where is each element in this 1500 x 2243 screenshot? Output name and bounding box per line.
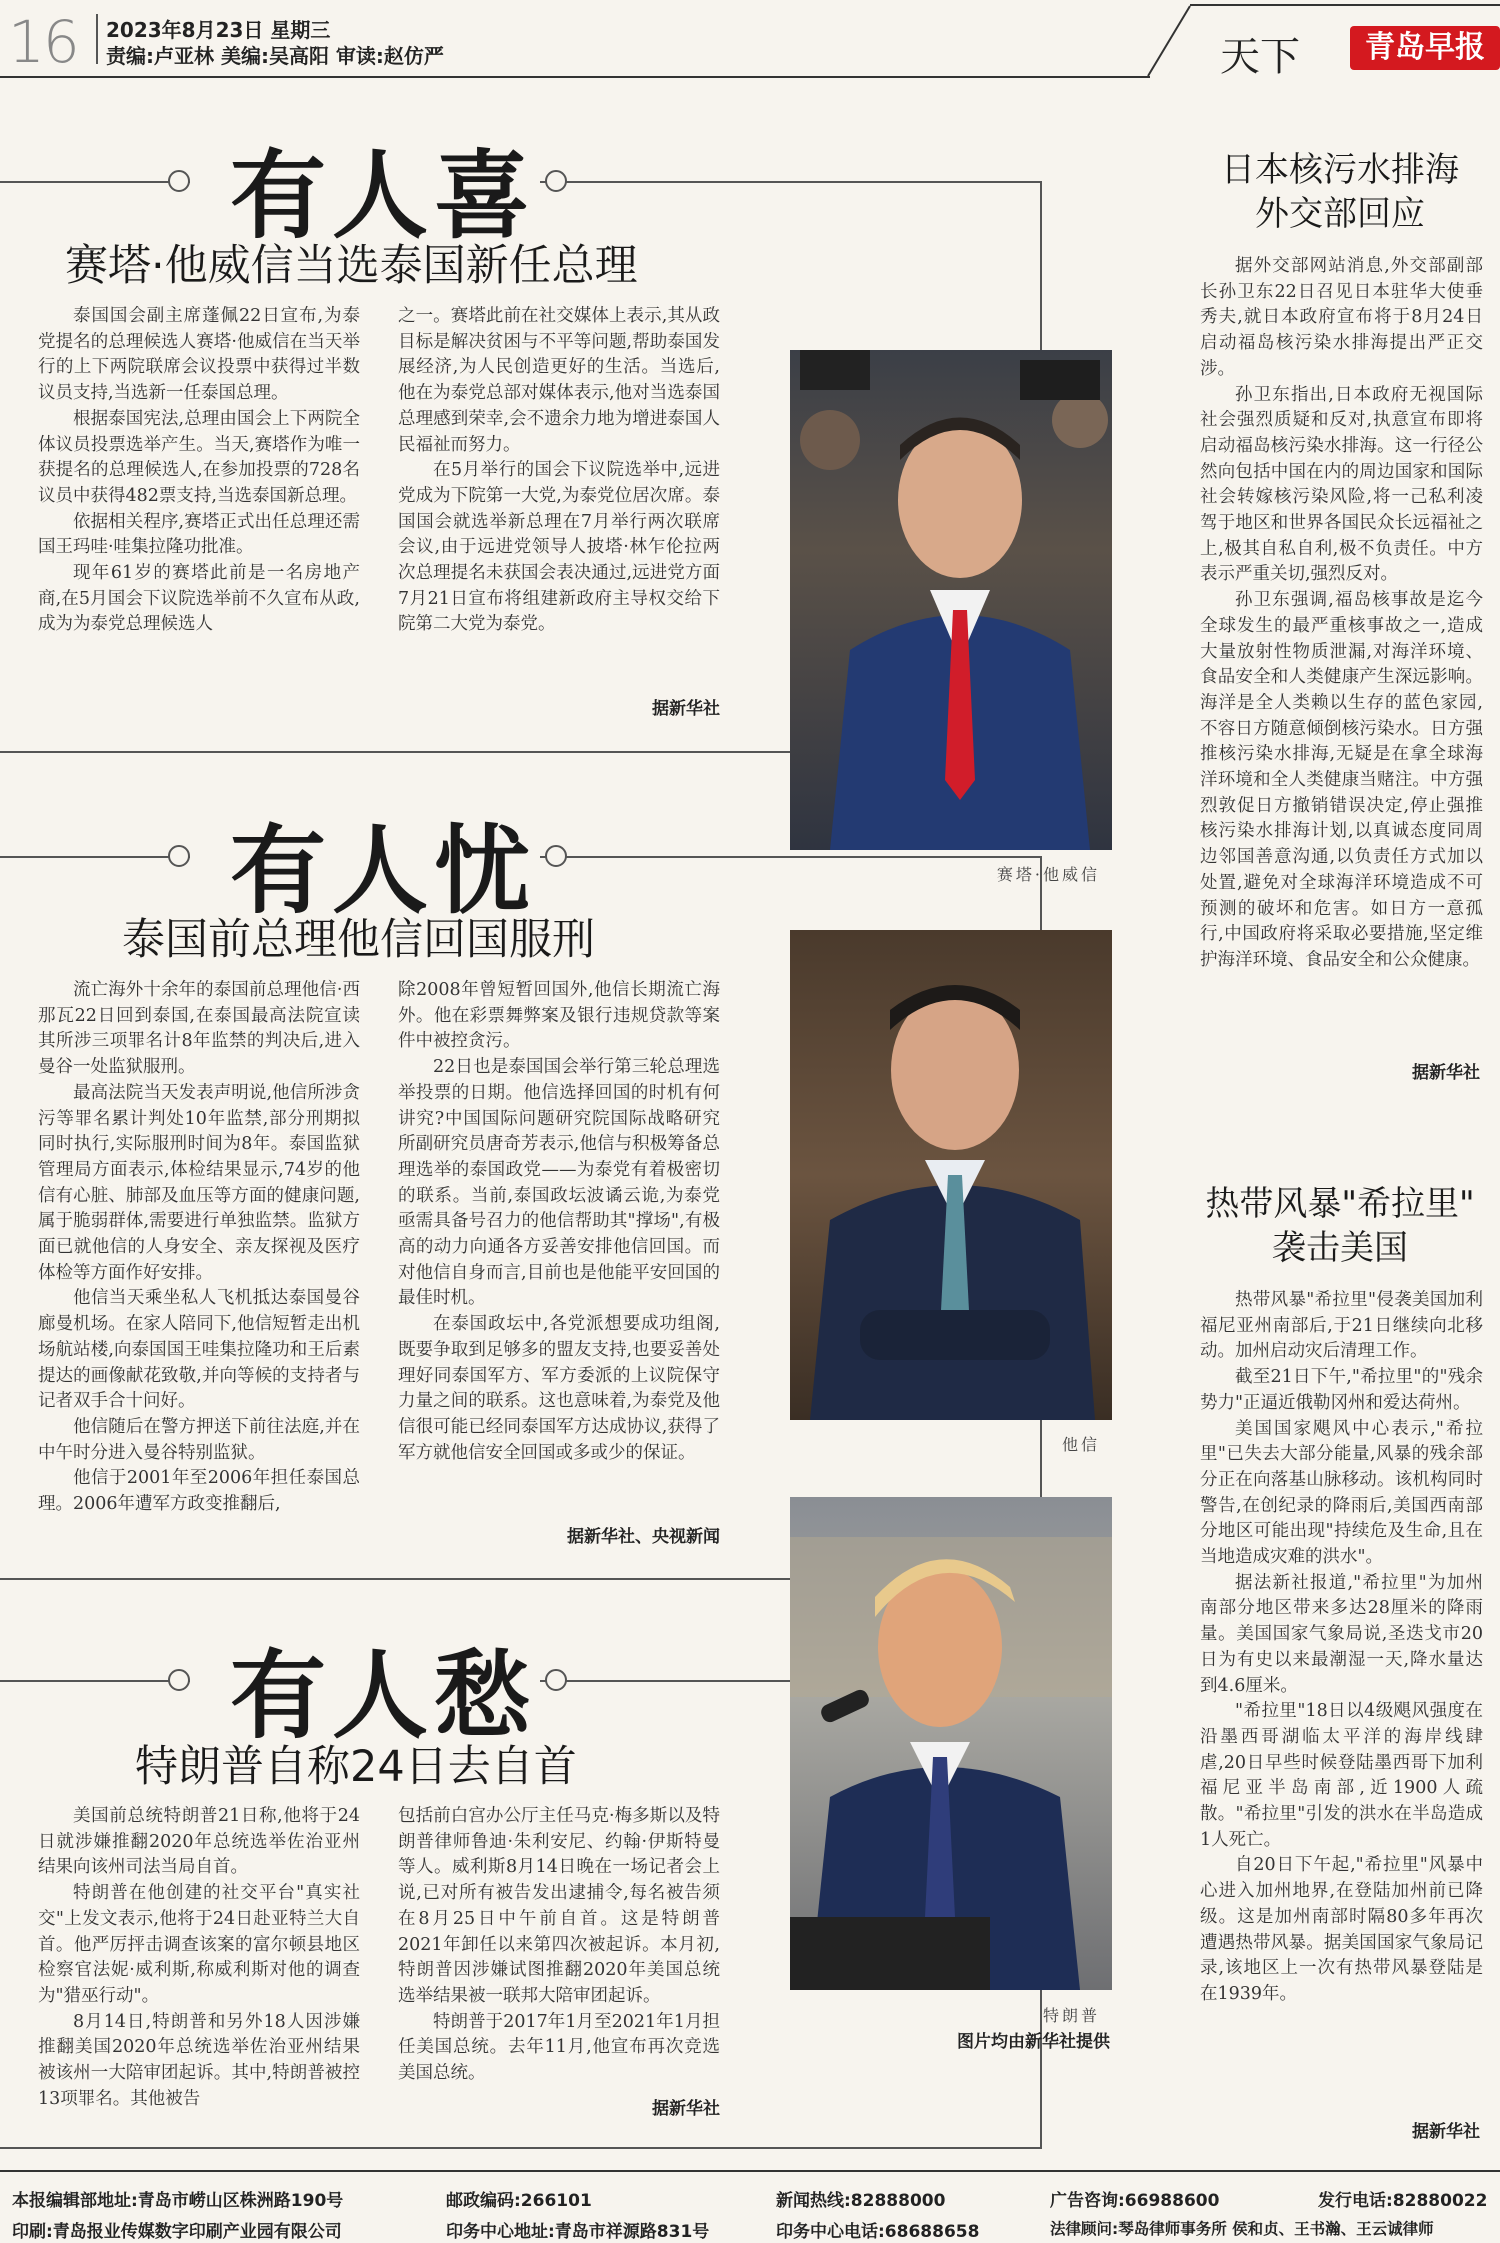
paragraph: 最高法院当天发表声明说,他信所涉贪污等罪名累计判处10年监禁,部分刑期拟同时执行,实际服刑时间为8年。泰国监狱管理局方面表示,体检结果显示,74岁的他信有心脏、肺部及血压等方面的健康问题,属于脆弱群体,需要进行单独监禁。监狱方面已就他信的人身安全、亲友探视及医疗体检等方面作好安排。 [38, 1082, 360, 1283]
sidebar1-body [1200, 254, 1483, 974]
paragraph: 之一。赛塔此前在社交媒体上表示,其从政目标是解决贫困与不平等问题,帮助泰国发展经济,为人民创造更好的生活。当选后,他在为泰党总部对媒体表示,他对当选泰国总理感到荣幸,会不遗余力地为增进泰国人民福祉而努力。 [398, 306, 720, 455]
portrait-illustration [790, 350, 1112, 850]
article1-circle-left [168, 170, 190, 192]
footer-print-phone: 印务中心电话:68688658 [776, 2222, 980, 2242]
photo-trump [790, 1497, 1112, 1990]
photo-credit: 图片均由新华社提供 [957, 2032, 1110, 2052]
paragraph: 美国前总统特朗普21日称,他将于24日就涉嫌推翻2020年总统选举佐治亚州结果向该州司法当局自首。 [38, 1806, 360, 1878]
footer-printer: 印刷:青岛报业传媒数字印刷产业园有限公司 [12, 2222, 342, 2242]
section-slash [1140, 4, 1200, 78]
sidebar2-title-line2: 袭击美国 [1272, 1228, 1408, 1268]
photo-srettha [790, 350, 1112, 850]
sidebar2-source: 据新华社 [1412, 2122, 1480, 2142]
paragraph: 他信当天乘坐私人飞机抵达泰国曼谷廊曼机场。在家人陪同下,他信短暂走出机场航站楼,向泰国国王哇集拉隆功和王后素提达的画像献花致敬,并向等候的支持者与记者双手合十问好。 [38, 1288, 360, 1412]
article1-col2 [398, 304, 720, 638]
paragraph: 在泰国政坛中,各党派想要成功组阁,既要争取到足够多的盟友支持,也要妥善处理好同泰国军方、军方委派的上议院保守力量之间的联系。这也意味着,为泰党及他信很可能已经同泰国军方达成协议,获得了军方就他信安全回国或多或少的保证。 [398, 1314, 720, 1463]
paragraph: 孙卫东强调,福岛核事故是迄今全球发生的最严重核事故之一,造成大量放射性物质泄漏,对海洋环境、食品安全和人类健康产生深远影响。海洋是全人类赖以生存的蓝色家园,不容日方随意倾倒核污染水。日方强推核污染水排海,无疑是在拿全球海洋环境和全人类健康当赌注。中方强烈敦促日方撤销错误决定,停止强推核污染水排海计划,以真诚态度同周边邻国善意沟通,以负责任方式加以处置,避免对全球海洋环境造成不可预测的破坏和危害。如日方一意孤行,中国政府将采取必要措施,坚定维护海洋环境、食品安全和公众健康。 [1200, 590, 1483, 970]
paragraph: 8月14日,特朗普和另外18人因涉嫌推翻美国2020年总统选举佐治亚州结果被该州一大陪审团起诉。其中,特朗普被控13项罪名。其他被告 [38, 2011, 360, 2109]
portrait-illustration [790, 1497, 1112, 1990]
article2-circle-right [545, 845, 567, 867]
sidebar1-title-line1: 日本核污水排海 [1221, 150, 1459, 190]
header-divider [96, 14, 98, 64]
photo2-caption: 他信 [1061, 1435, 1100, 1454]
section-title: 天下 [1220, 34, 1300, 80]
paragraph: 在5月举行的国会下议院选举中,远进党成为下院第一大党,为泰党位居次席。泰国国会就选举新总理在7月举行两次联席会议,由于远进党领导人披塔·林乍伦拉两次总理提名未获国会表决通过,远进党方面7月21日宣布将组建新政府主导权交给下院第二大党为泰党。 [398, 460, 720, 635]
paragraph: 截至21日下午,"希拉里"的"残余势力"正逼近俄勒冈州和爱达荷州。 [1200, 1367, 1483, 1413]
paragraph: 据外交部网站消息,外交部副部长孙卫东22日召见日本驻华大使垂秀夫,就日本政府宣布将于8月24日启动福岛核污染水排海提出严正交涉。 [1200, 256, 1483, 379]
sidebar1-title [1180, 148, 1500, 236]
paragraph: 他信随后在警方押送下前往法庭,并在中午时分进入曼谷特别监狱。 [38, 1416, 360, 1463]
sidebar2-body [1200, 1288, 1483, 2008]
paragraph: 包括前白宫办公厅主任马克·梅多斯以及特朗普律师鲁迪·朱利安尼、约翰·伊斯特曼等人。威利斯8月14日晚在一场记者会上说,已对所有被告发出逮捕令,每名被告须在8月25日中午前自首。这是特朗普2021年卸任以来第四次被起诉。本月初,特朗普因涉嫌试图推翻2020年美国总统选举结果被一联邦大陪审团起诉。 [398, 1806, 720, 2006]
article1-headline: 有人喜 [230, 139, 536, 252]
paragraph: 22日也是泰国国会举行第三轮总理选举投票的日期。他信选择回国的时机有何讲究?中国国际问题研究院国际战略研究所副研究员唐奇芳表示,他信与积极筹备总理选举的泰国政党——为泰党有着极密切的联系。当前,泰国政坛波谲云诡,为泰党亟需具备号召力的他信帮助其"撑场",有极高的动力向通各方妥善安排他信回国。而对他信自身而言,目前也是他能平安回国的最佳时机。 [398, 1057, 720, 1309]
paragraph: 特朗普于2017年1月至2021年1月担任美国总统。去年11月,他宣布再次竞选美国总统。 [398, 2011, 720, 2084]
date-line: 2023年8月23日 星期三 [106, 18, 331, 42]
paragraph: 热带风暴"希拉里"侵袭美国加利福尼亚州南部后,于21日继续向北移动。加州启动灾后清理工作。 [1200, 1290, 1483, 1362]
photo-thaksin [790, 930, 1112, 1420]
article2-source: 据新华社、央视新闻 [567, 1527, 720, 1547]
footer-hotline: 新闻热线:82888000 [776, 2191, 946, 2211]
article1-subhead: 赛塔·他威信当选泰国新任总理 [65, 241, 638, 291]
paragraph: 根据泰国宪法,总理由国会上下两院全体议员投票选举产生。当天,赛塔作为唯一获提名的总理候选人,在参加投票的728名议员中获得482票支持,当选泰国新总理。 [38, 408, 360, 506]
article1-circle-right [545, 170, 567, 192]
editors-line: 责编:卢亚林 美编:吴高阳 审读:赵仿严 [106, 44, 444, 68]
footer-postcode: 邮政编码:266101 [446, 2191, 592, 2211]
footer-rule [0, 2170, 1500, 2172]
article3-circle-right [545, 1669, 567, 1691]
section-top-rule [1190, 4, 1500, 6]
article2-subhead: 泰国前总理他信回国服刑 [122, 915, 595, 965]
paragraph: 孙卫东指出,日本政府无视国际社会强烈质疑和反对,执意宣布即将启动福岛核污染水排海。这一行径公然向包括中国在内的周边国家和国际社会转嫁核污染风险,将一己私利凌驾于地区和世界各国民众长远福祉之上,极其自私自利,极不负责任。中方表示严重关切,强烈反对。 [1200, 384, 1483, 585]
paragraph: 自20日下午起,"希拉里"风暴中心进入加州地界,在登陆加州前已降级。这是加州南部时隔80多年再次遭遇热带风暴。据美国国家气象局记录,该地区上一次有热带风暴登陆是在1939年。 [1200, 1855, 1483, 2004]
paragraph: 依据相关程序,赛塔正式出任总理还需国王玛哇·哇集拉隆功批准。 [38, 511, 360, 558]
paragraph: 现年61岁的赛塔此前是一名房地产商,在5月国会下议院选举前不久宣布从政,成为为泰党总理候选人 [38, 563, 360, 635]
article3-col2 [398, 1804, 720, 2087]
sidebar2-title [1180, 1182, 1500, 1270]
paragraph: 据法新社报道,"希拉里"为加州南部分地区带来多达28厘米的降雨量。美国国家气象局说,圣迭戈市20日为有史以来最潮湿一天,降水量达到4.6厘米。 [1200, 1572, 1483, 1696]
portrait-illustration [790, 930, 1112, 1420]
footer-print-address: 印务中心地址:青岛市祥源路831号 [446, 2222, 710, 2242]
article2-col2 [398, 978, 720, 1466]
footer-ads: 广告咨询:66988600 [1050, 2191, 1220, 2211]
article2-col1 [38, 978, 360, 1518]
footer-legal: 法律顾问:琴岛律师事务所 侯和贞、王书瀚、王云诚律师 [1050, 2220, 1434, 2238]
article3-headline: 有人愁 [230, 1639, 536, 1752]
article3-col1 [38, 1804, 360, 2112]
article2-headline: 有人忧 [230, 814, 536, 927]
paragraph: 流亡海外十余年的泰国前总理他信·西那瓦22日回到泰国,在泰国最高法院宣读其所涉三项罪名计8年监禁的判决后,进入曼谷一处监狱服刑。 [38, 980, 360, 1078]
footer-distribution: 发行电话:82880022 [1318, 2191, 1488, 2211]
article3-source: 据新华社 [652, 2099, 720, 2119]
article3-subhead: 特朗普自称24日去自首 [135, 1742, 577, 1792]
paragraph: 特朗普在他创建的社交平台"真实社交"上发文表示,他将于24日赴亚特兰大自首。他严厉抨击调查该案的富尔顿县地区检察官法妮·威利斯,称威利斯对他的调查为"猎巫行动"。 [38, 1883, 360, 2006]
paragraph: 美国国家飓风中心表示,"希拉里"已失去大部分能量,风暴的残余部分正在向落基山脉移动。该机构同时警告,在创纪录的降雨后,美国西南部分地区可能出现"持续危及生命,且在当地造成灾难的洪水"。 [1200, 1418, 1483, 1568]
paragraph: 除2008年曾短暂回国外,他信长期流亡海外。他在彩票舞弊案及银行违规贷款等案件中被控贪污。 [398, 980, 720, 1052]
footer-address: 本报编辑部地址:青岛市崂山区株洲路190号 [12, 2191, 344, 2211]
sidebar1-title-line2: 外交部回应 [1255, 194, 1425, 234]
sidebar1-source: 据新华社 [1412, 1063, 1480, 1083]
photo1-caption: 赛塔·他威信 [996, 865, 1100, 884]
page-number: 16 [8, 8, 78, 76]
paragraph: "希拉里"18日以4级飓风强度在沿墨西哥湖临太平洋的海岸线肆虐,20日早些时候登陆墨西哥下加利福尼亚半岛南部,近1900人疏散。"希拉里"引发的洪水在半岛造成1人死亡。 [1200, 1701, 1483, 1850]
article2-circle-left [168, 845, 190, 867]
article3-circle-left [168, 1669, 190, 1691]
paragraph: 泰国国会副主席蓬佩22日宣布,为泰党提名的总理候选人赛塔·他威信在当天举行的上下两院联席会议投票中获得过半数议员支持,当选新一任泰国总理。 [38, 306, 360, 404]
article1-col1 [38, 304, 360, 638]
paragraph: 他信于2001年至2006年担任泰国总理。2006年遭军方政变推翻后, [38, 1468, 360, 1515]
header-rule [0, 76, 1150, 78]
newspaper-logo: 青岛早报 [1350, 26, 1500, 70]
sidebar2-title-line1: 热带风暴"希拉里" [1205, 1184, 1475, 1224]
article1-source: 据新华社 [652, 699, 720, 719]
photo3-caption: 特朗普 [1042, 2006, 1100, 2025]
